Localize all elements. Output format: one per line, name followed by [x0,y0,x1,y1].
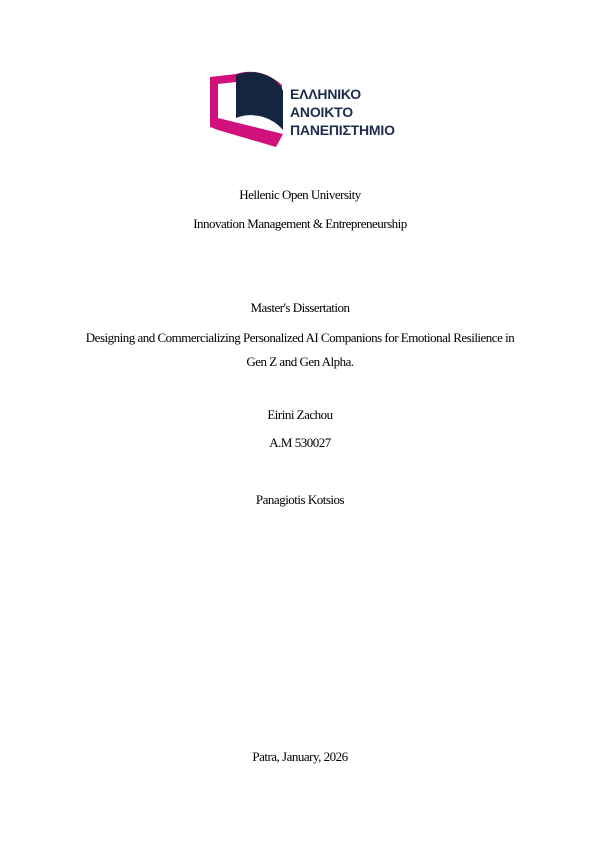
hou-logo [205,69,405,153]
logo-wordmark [290,85,395,139]
supervisor-name: Panagiotis Kotsios [255,492,345,507]
program-name: Innovation Management & Entrepreneurship [193,216,407,231]
university-name: Hellenic Open University [239,187,361,202]
author-registration-number: A.M 530027 [269,435,331,450]
author-name: Eirini Zachou [267,407,333,422]
dissertation-type-label: Master's Dissertation [250,300,350,315]
dissertation-title-line-2: Gen Z and Gen Alpha. [246,354,354,369]
dissertation-title-line-1: Designing and Commercializing Personalized AI Companions for Emotional Resilience in [85,330,515,345]
logo-wordmark-line-3: ΠΑΝΕΠΙΣΤΗΜΙΟ [290,122,395,138]
logo-wordmark-line-2: ΑΝΟΙΚΤΟ [290,104,353,120]
open-book-logo-icon [205,69,285,152]
logo-wordmark-line-1: ΕΛΛΗΝΙΚΟ [290,86,361,102]
place-date-line: Patra, January, 2026 [252,749,348,764]
